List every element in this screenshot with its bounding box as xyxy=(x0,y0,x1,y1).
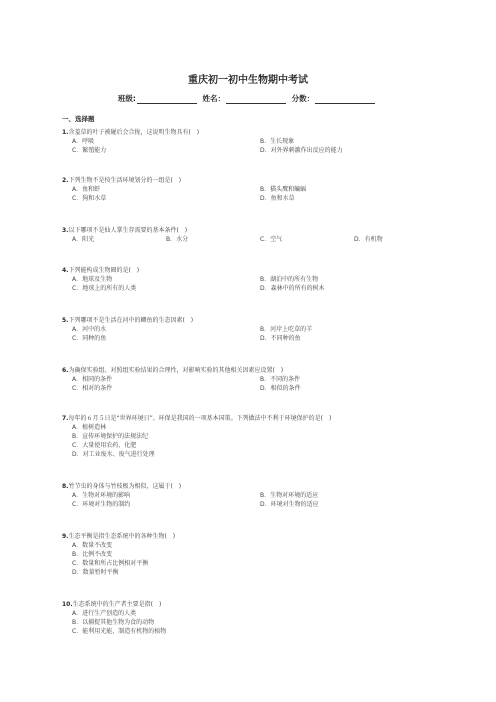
question xyxy=(62,532,442,577)
option-c: C．数量和所占比例相对平衡 xyxy=(72,560,149,567)
question-number: 7. xyxy=(62,415,69,422)
option-c: C．大量使用农药、化肥 xyxy=(72,442,137,449)
question-text: 以下哪项不是仙人掌生存需要的基本条件( ) xyxy=(68,227,188,234)
option-c: C．相对的条件 xyxy=(72,385,113,392)
question-number: 2. xyxy=(62,177,69,184)
question-number: 9. xyxy=(62,533,69,540)
student-info-line xyxy=(0,93,496,104)
option-b: B．猫头鹰和蝙蝠 xyxy=(260,186,307,193)
option-c: C．空气 xyxy=(260,236,283,243)
option-b: B．湖泊中的所有生物 xyxy=(260,276,319,283)
option-a: A．鱼和虾 xyxy=(72,186,101,193)
exam-title: 重庆初一初中生物期中考试 xyxy=(188,75,308,86)
question xyxy=(62,316,442,343)
question xyxy=(62,366,442,393)
question xyxy=(62,482,442,509)
option-a: A．植树造林 xyxy=(72,424,107,431)
option-c: C．环境对生物的制约 xyxy=(72,501,131,508)
option-d: D．对工业废水、废气进行处理 xyxy=(72,451,155,458)
option-b: B．以捕捉其他生物为食的动物 xyxy=(72,619,155,626)
option-d: D．有机物 xyxy=(354,236,383,243)
question-number: 1. xyxy=(62,129,69,136)
option-a: A．数量不改变 xyxy=(72,542,113,549)
question xyxy=(62,226,442,244)
question-number: 4. xyxy=(62,267,69,274)
option-b: B．比例不改变 xyxy=(72,551,113,558)
option-d: D．数量暂时平衡 xyxy=(72,569,119,576)
question-text: 含羞草的叶子被碰后会合拢，这说明生物具有( ) xyxy=(68,129,200,136)
question-text: 生态系统中的生产者主要是指( ) xyxy=(72,601,162,608)
option-c: C．能利用光能，制造有机物的植物 xyxy=(72,628,167,635)
class-blank[interactable] xyxy=(137,95,197,104)
option-c: C．同种的鱼 xyxy=(72,335,107,342)
question-number: 3. xyxy=(62,227,69,234)
question-text: 生态平衡是指生态系统中的各种生物( ) xyxy=(68,533,176,540)
option-c: C．地球上的所有的人类 xyxy=(72,285,137,292)
option-d: D．森林中的所有的树木 xyxy=(260,285,325,292)
option-d: D．相似的条件 xyxy=(260,385,301,392)
question xyxy=(62,600,442,636)
question-text: 下列生物不是按生活环境划分的一组是( ) xyxy=(68,177,182,184)
question-text: 下列能构成生物圈的是( ) xyxy=(68,267,140,274)
option-a: A．阳光 xyxy=(72,236,95,243)
option-b: B．不同的条件 xyxy=(260,376,301,383)
option-b: B．河岸上吃草的羊 xyxy=(260,326,313,333)
question xyxy=(62,128,442,155)
question-text: 每年的６月５日是“世界环境日”。环保是我国的一项基本国策。下列做法中不利于环境保护的是( ) xyxy=(68,415,332,422)
option-a: A．河中的水 xyxy=(72,326,107,333)
score-label: 分数： xyxy=(291,94,315,103)
option-a: A．生物对环境的影响 xyxy=(72,492,131,499)
option-a: A．呼吸 xyxy=(72,138,95,145)
question-number: 8. xyxy=(62,483,69,490)
score-blank[interactable] xyxy=(315,95,375,104)
question-number: 6. xyxy=(62,367,69,374)
option-a: A．相同的条件 xyxy=(72,376,113,383)
question xyxy=(62,414,442,459)
question-number: 5. xyxy=(62,317,69,324)
question-text: 竹节虫的身体与竹枝极为相似，这属于( ) xyxy=(68,483,182,490)
question-text: 下列哪项不是生活在河中的鲫鱼的生态因素( ) xyxy=(68,317,194,324)
option-d: D．对外界刺激作出反应的能力 xyxy=(260,147,343,154)
question-text: 为确保实验组、对照组实验结果的合理性，对影响实验的其他相关因素应设置( ) xyxy=(68,367,284,374)
option-a: A．地球及生物 xyxy=(72,276,113,283)
option-b: B．生物对环境的适应 xyxy=(260,492,319,499)
option-d: D．鱼和水草 xyxy=(260,195,295,202)
option-b: B．宣传环境保护的法规法纪 xyxy=(72,433,149,440)
name-label: 姓名： xyxy=(202,94,225,103)
option-b: B．生长现象 xyxy=(260,138,295,145)
section-heading: 一、选择题 xyxy=(62,115,95,123)
class-label: 班级: xyxy=(117,94,136,103)
question xyxy=(62,266,442,293)
option-b: B．水分 xyxy=(166,236,189,243)
name-blank[interactable] xyxy=(226,95,286,104)
option-c: C．狗和水草 xyxy=(72,195,107,202)
option-c: C．繁殖能力 xyxy=(72,147,107,154)
option-d: D．不同种的鱼 xyxy=(260,335,301,342)
option-a: A．进行生产创造的人类 xyxy=(72,610,137,617)
option-d: D．环境对生物的适应 xyxy=(260,501,319,508)
question xyxy=(62,176,442,203)
question-number: 10. xyxy=(62,601,73,608)
